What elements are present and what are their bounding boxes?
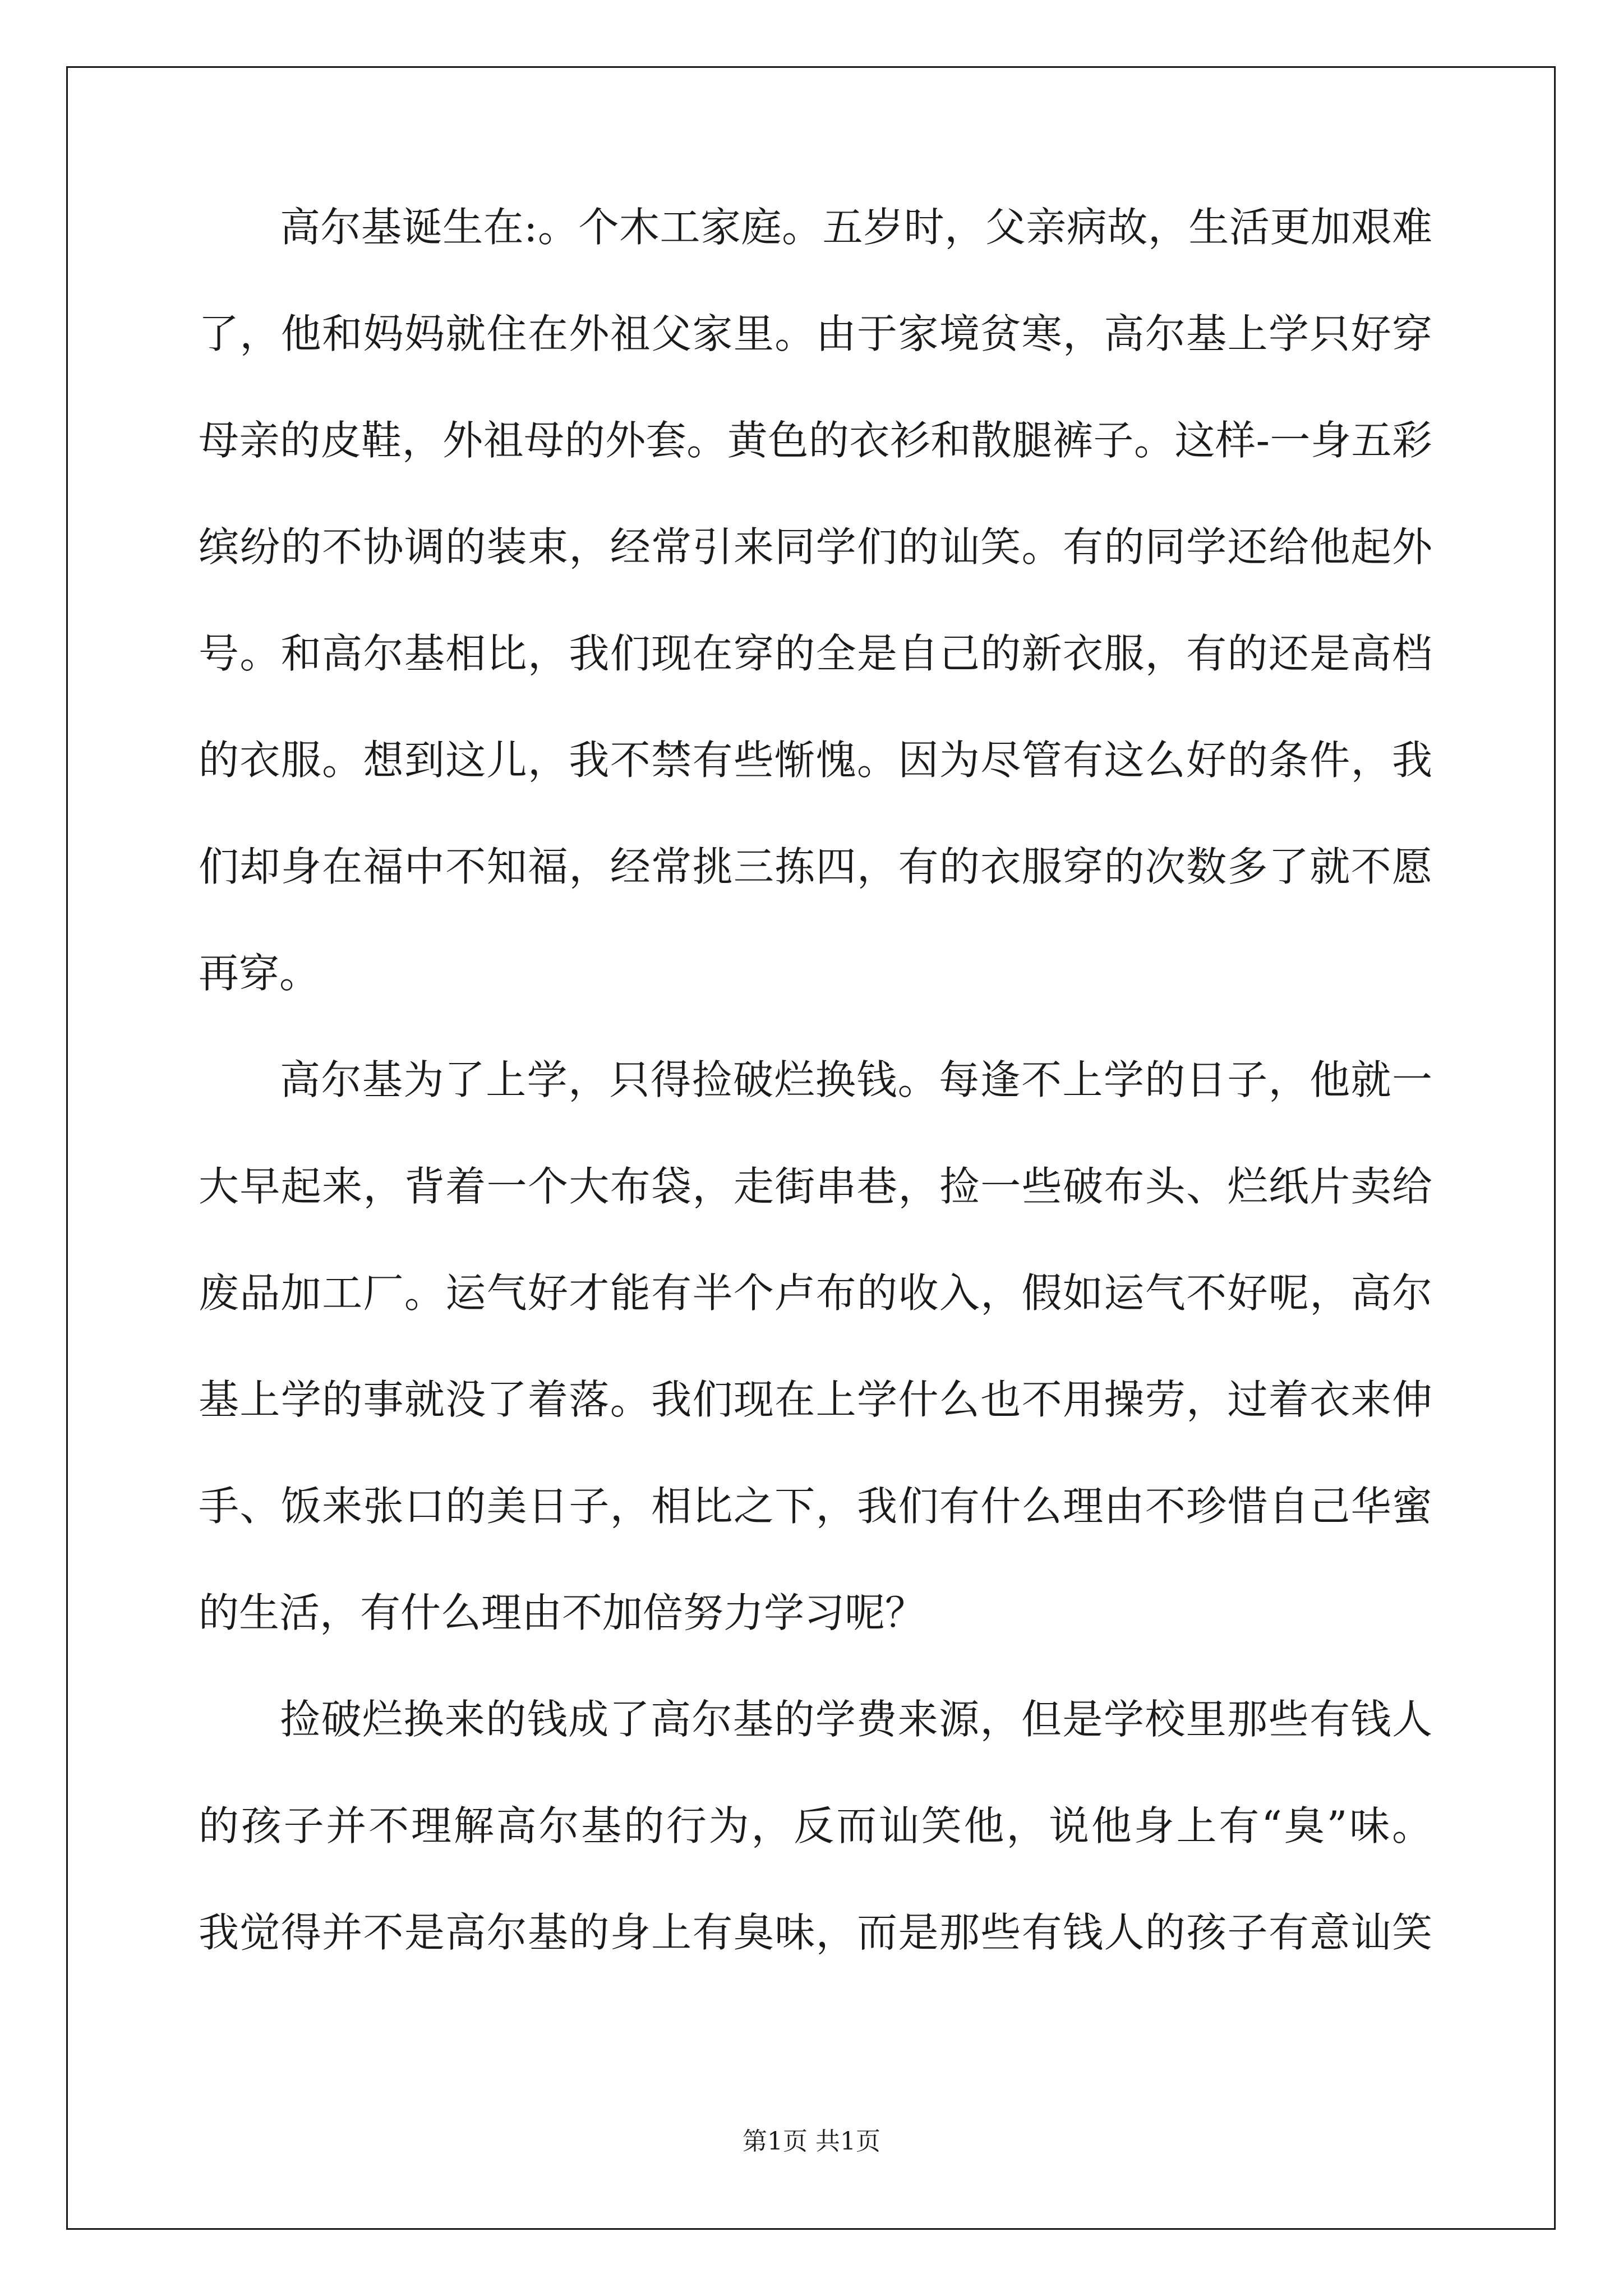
paragraph-3-line-3: 我觉得并不是高尔基的身上有臭味，而是那些有钱人的孩子有意讪笑 [199, 1909, 1432, 1956]
paragraph-2-line-3: 废品加工厂。运气好才能有半个卢布的收入，假如运气不好呢，高尔 [199, 1269, 1432, 1317]
paragraph-2-line-1: 高尔基为了上学，只得捡破烂换钱。每逢不上学的日子，他就一 [280, 1056, 1432, 1103]
paragraph-2-line-6: 的生活，有什么理由不加倍努力学习呢？ [199, 1589, 926, 1636]
document-body [199, 201, 1432, 2013]
paragraph-1-line-5: 号。和高尔基相比，我们现在穿的全是自己的新衣服，有的还是高档 [199, 630, 1432, 677]
paragraph-1-line-1: 高尔基诞生在:。个木工家庭。五岁时，父亲病故，生活更加艰难 [280, 204, 1432, 251]
paragraph-2-line-2: 大早起来，背着一个大布袋，走街串巷，捡一些破布头、烂纸片卖给 [199, 1163, 1432, 1210]
paragraph-1-line-4: 缤纷的不协调的装束，经常引来同学们的讪笑。有的同学还给他起外 [199, 523, 1432, 570]
paragraph-2-line-5: 手、饭来张口的美日子，相比之下，我们有什么理由不珍惜自己华蜜 [199, 1483, 1432, 1530]
page-number-label: 第1页 共1页 [743, 2127, 880, 2156]
paragraph-3-line-1: 捡破烂换来的钱成了高尔基的学费来源，但是学校里那些有钱人 [280, 1696, 1432, 1743]
paragraph-1-line-6: 的衣服。想到这儿，我不禁有些惭愧。因为尽管有这么好的条件，我 [199, 737, 1432, 784]
paragraph-1-line-2: 了，他和妈妈就住在外祖父家里。由于家境贫寒，高尔基上学只好穿 [199, 310, 1432, 357]
paragraph-1-line-3: 母亲的皮鞋，外祖母的外套。黄色的衣衫和散腿裤子。这样-一身五彩 [199, 417, 1432, 464]
paragraph-2-line-4: 基上学的事就没了着落。我们现在上学什么也不用操劳，过着衣来伸 [199, 1376, 1432, 1423]
paragraph-1-line-7: 们却身在福中不知福，经常挑三拣四，有的衣服穿的次数多了就不愿 [199, 843, 1432, 890]
page-footer [0, 2125, 1623, 2159]
paragraph-3-line-2: 的孩子并不理解高尔基的行为，反而讪笑他，说他身上有“臭”味。 [199, 1802, 1432, 1849]
paragraph-1-line-8: 再穿。 [199, 950, 320, 997]
